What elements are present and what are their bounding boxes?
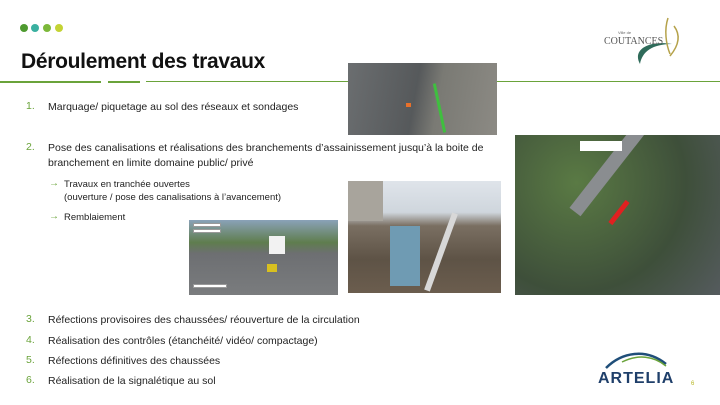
photo-street-marking bbox=[348, 63, 497, 135]
artelia-wordmark: ARTELIA bbox=[598, 370, 675, 387]
aerial-map-photo bbox=[515, 135, 720, 295]
step-number: 4. bbox=[26, 334, 35, 346]
step-text: branchement en limite domaine public/ privé bbox=[48, 157, 254, 169]
logo-small-text: Ville de bbox=[618, 30, 632, 35]
divider bbox=[108, 81, 140, 83]
decor-dot bbox=[43, 24, 51, 32]
step-number: 1. bbox=[26, 100, 35, 112]
coutances-logo bbox=[600, 14, 690, 70]
step-number: 3. bbox=[26, 313, 35, 325]
decor-dot bbox=[55, 24, 63, 32]
arrow-right-icon: → bbox=[49, 211, 59, 222]
substep-text: Remblaiement bbox=[64, 212, 126, 223]
step-number: 6. bbox=[26, 374, 35, 386]
photo-road-works bbox=[189, 220, 338, 295]
step-text: Réalisation de la signalétique au sol bbox=[48, 375, 216, 387]
step-text: Réfections définitives des chaussées bbox=[48, 355, 221, 367]
step-text: Pose des canalisations et réalisations des branchements d’assainissement jusqu’à la boite de bbox=[48, 142, 484, 154]
step-text: Réalisation des contrôles (étanchéité/ vidéo/ compactage) bbox=[48, 335, 318, 347]
divider bbox=[0, 81, 101, 83]
photo-trench bbox=[348, 181, 501, 293]
decor-dot bbox=[20, 24, 28, 32]
arrow-right-icon: → bbox=[49, 178, 59, 189]
artelia-logo bbox=[598, 350, 682, 392]
step-text: Réfections provisoires des chaussées/ réouverture de la circulation bbox=[48, 314, 360, 326]
decor-dot bbox=[31, 24, 39, 32]
page-number: 6 bbox=[691, 381, 695, 387]
step-text: Marquage/ piquetage au sol des réseaux et sondages bbox=[48, 101, 299, 113]
substep-text: (ouverture / pose des canalisations à l’avancement) bbox=[64, 192, 282, 203]
substep-text: Travaux en tranchée ouvertes bbox=[64, 179, 190, 190]
logo-name: COUTANCES bbox=[604, 36, 664, 47]
page-title: Déroulement des travaux bbox=[21, 50, 266, 73]
step-number: 2. bbox=[26, 141, 35, 153]
step-number: 5. bbox=[26, 354, 35, 366]
artelia-arc-icon bbox=[598, 350, 682, 370]
